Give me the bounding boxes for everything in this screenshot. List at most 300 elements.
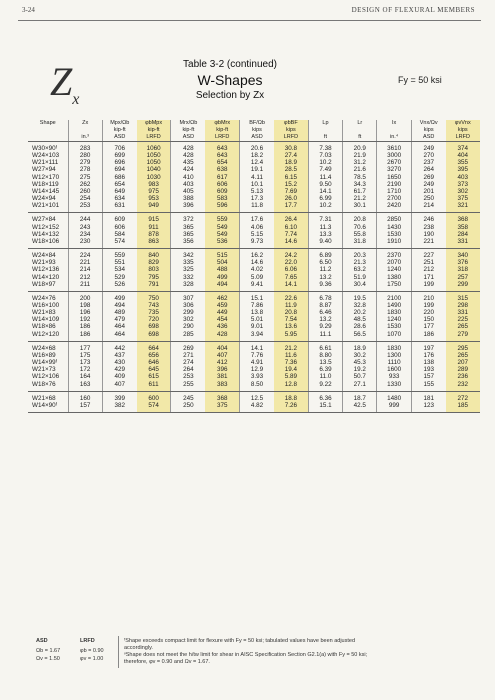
value-cell: 7.36: [274, 359, 308, 366]
header-cell: kips: [446, 127, 480, 134]
value-cell: 454: [205, 316, 239, 323]
header-cell: kips: [240, 127, 274, 134]
value-cell: 299: [171, 309, 205, 316]
header-cell: BF/Ωb: [240, 120, 274, 127]
value-cell: 9.01: [240, 323, 274, 330]
value-cell: 706: [102, 142, 136, 153]
value-cell: 11.0: [308, 373, 342, 380]
shape-cell: W14×132: [32, 230, 60, 238]
value-cell: 328: [171, 281, 205, 292]
table-row: [28, 249, 480, 260]
value-cell: 190: [411, 231, 445, 238]
value-cell: 12.5: [240, 391, 274, 402]
value-cell: 1530: [377, 323, 411, 330]
value-cell: 494: [205, 281, 239, 292]
value-cell: 407: [102, 381, 136, 392]
table-row: [28, 174, 480, 181]
running-title: DESIGN OF FLEXURAL MEMBERS: [351, 6, 475, 14]
header-cell: LRFD: [137, 134, 171, 142]
value-cell: 265: [446, 352, 480, 359]
value-cell: 355: [446, 159, 480, 166]
value-cell: 983: [137, 181, 171, 188]
page-number: 3-24: [22, 6, 35, 14]
value-cell: 2190: [377, 181, 411, 188]
value-cell: 283: [68, 142, 102, 153]
value-cell: 479: [102, 316, 136, 323]
value-cell: 382: [102, 402, 136, 413]
value-cell: 609: [205, 188, 239, 195]
value-cell: 19.2: [343, 366, 377, 373]
value-cell: 1040: [137, 166, 171, 173]
value-cell: 17.6: [240, 213, 274, 224]
shape-cell: W12×152: [32, 223, 60, 231]
value-cell: 236: [446, 373, 480, 380]
value-cell: 1050: [137, 159, 171, 166]
table-row: [28, 391, 480, 402]
value-cell: 3.93: [240, 373, 274, 380]
header-cell: ASD: [240, 134, 274, 142]
value-cell: 7.49: [308, 166, 342, 173]
value-cell: 645: [137, 366, 171, 373]
yield-strength-label: Fy = 50 ksi: [398, 75, 442, 85]
zx-symbol: [50, 58, 79, 109]
value-cell: 13.6: [274, 323, 308, 330]
table-row: [28, 331, 480, 342]
value-cell: 356: [171, 238, 205, 249]
value-cell: 631: [102, 202, 136, 213]
shape-cell: W18×86: [32, 323, 56, 331]
value-cell: 220: [411, 309, 445, 316]
value-cell: 405: [171, 188, 205, 195]
header-cell: Mrx/Ωb: [171, 120, 205, 127]
value-cell: 15.2: [274, 181, 308, 188]
value-cell: 10.2: [308, 159, 342, 166]
value-cell: 6.99: [308, 195, 342, 202]
shape-cell: W16×89: [32, 351, 56, 359]
value-cell: 2100: [377, 291, 411, 302]
value-cell: 175: [68, 352, 102, 359]
value-cell: 192: [68, 316, 102, 323]
value-cell: 606: [205, 181, 239, 188]
shape-cell: W16×100: [32, 301, 60, 309]
value-cell: 155: [411, 381, 445, 392]
value-cell: 4.02: [240, 266, 274, 273]
value-cell: 403: [171, 181, 205, 188]
value-cell: 5.89: [274, 373, 308, 380]
header-cell: [28, 134, 68, 142]
value-cell: 617: [205, 174, 239, 181]
value-cell: 5.13: [240, 188, 274, 195]
value-cell: 13.5: [308, 359, 342, 366]
header-cell: ft: [308, 134, 342, 142]
shape-cell: W12×106: [32, 373, 60, 381]
value-cell: 791: [137, 281, 171, 292]
value-cell: 272: [446, 391, 480, 402]
omega-b: Ωb = 1.67: [36, 648, 61, 654]
shape-cell: W21×73: [32, 366, 56, 374]
value-cell: 278: [68, 166, 102, 173]
value-cell: 186: [68, 323, 102, 330]
value-cell: 7.76: [240, 352, 274, 359]
value-cell: 279: [68, 159, 102, 166]
value-cell: 646: [137, 359, 171, 366]
resistance-factors: [34, 638, 116, 668]
value-cell: 14.1: [308, 188, 342, 195]
value-cell: 221: [411, 238, 445, 249]
table-row: [28, 323, 480, 330]
value-cell: 3270: [377, 166, 411, 173]
value-cell: 20.8: [274, 309, 308, 316]
value-cell: 157: [411, 373, 445, 380]
value-cell: 435: [171, 159, 205, 166]
value-cell: 488: [205, 266, 239, 273]
value-cell: 302: [171, 316, 205, 323]
value-cell: 30.8: [274, 142, 308, 153]
value-cell: 214: [411, 202, 445, 213]
value-cell: 11.9: [274, 302, 308, 309]
value-cell: 251: [411, 259, 445, 266]
value-cell: 373: [446, 181, 480, 188]
value-cell: 34.3: [343, 181, 377, 188]
value-cell: 28.6: [343, 323, 377, 330]
table-header: [28, 120, 480, 142]
value-cell: 404: [205, 341, 239, 352]
value-cell: 186: [68, 331, 102, 342]
value-cell: 1060: [137, 142, 171, 153]
value-cell: 199: [411, 302, 445, 309]
value-cell: 150: [411, 316, 445, 323]
table-row: [28, 142, 480, 153]
value-cell: 262: [68, 181, 102, 188]
table-row: [28, 181, 480, 188]
value-cell: 7.54: [274, 316, 308, 323]
table-number: Table 3-2 (continued): [183, 59, 277, 70]
value-cell: 172: [68, 366, 102, 373]
header-cell: Lr: [343, 120, 377, 127]
value-cell: 383: [205, 381, 239, 392]
value-cell: 3.94: [240, 331, 274, 342]
value-cell: 600: [137, 391, 171, 402]
header-cell: [377, 127, 411, 134]
value-cell: 15.1: [308, 402, 342, 413]
phi-v: φv = 1.00: [80, 656, 104, 662]
value-cell: 551: [102, 259, 136, 266]
value-cell: 271: [171, 352, 205, 359]
value-cell: 274: [171, 359, 205, 366]
value-cell: 157: [68, 402, 102, 413]
value-cell: 375: [446, 195, 480, 202]
footnote-v: ᵛShape does not meet the h/tw limit for shear in AISC Specification Section G2.1(a) with Fy = 50 ksi;: [124, 652, 368, 658]
shape-cell: W21×68: [32, 394, 56, 402]
value-cell: 13.2: [308, 316, 342, 323]
value-cell: 335: [171, 259, 205, 266]
table-row: [28, 195, 480, 202]
value-cell: 428: [171, 152, 205, 159]
value-cell: 279: [446, 331, 480, 342]
value-cell: 3610: [377, 142, 411, 153]
value-cell: 21.2: [343, 195, 377, 202]
value-cell: 210: [411, 291, 445, 302]
value-cell: 19.5: [343, 291, 377, 302]
value-cell: 201: [411, 188, 445, 195]
value-cell: 10.2: [308, 202, 342, 213]
value-cell: 264: [411, 166, 445, 173]
value-cell: 325: [171, 266, 205, 273]
shape-cell: W24×84: [32, 252, 56, 260]
table-row: [28, 152, 480, 159]
table-row: [28, 224, 480, 231]
value-cell: 11.1: [308, 331, 342, 342]
value-cell: 7.74: [274, 231, 308, 238]
value-cell: 376: [446, 259, 480, 266]
value-cell: 11.3: [308, 224, 342, 231]
value-cell: 13.3: [308, 231, 342, 238]
value-cell: 1380: [377, 274, 411, 281]
value-cell: 269: [411, 174, 445, 181]
value-cell: 699: [102, 152, 136, 159]
value-cell: 795: [137, 274, 171, 281]
value-cell: 583: [205, 195, 239, 202]
value-cell: 735: [137, 309, 171, 316]
value-cell: 7.38: [308, 142, 342, 153]
value-cell: 275: [68, 174, 102, 181]
value-cell: 250: [171, 402, 205, 413]
value-cell: 442: [102, 341, 136, 352]
value-cell: 290: [171, 323, 205, 330]
value-cell: 698: [137, 331, 171, 342]
value-cell: 698: [137, 323, 171, 330]
value-cell: 372: [171, 213, 205, 224]
value-cell: 255: [171, 381, 205, 392]
value-cell: 315: [446, 291, 480, 302]
table-row: [28, 213, 480, 224]
value-cell: 515: [205, 249, 239, 260]
value-cell: 574: [102, 238, 136, 249]
value-cell: 265: [446, 323, 480, 330]
value-cell: 428: [171, 142, 205, 153]
value-cell: 19.1: [240, 166, 274, 173]
table-row: [28, 352, 480, 359]
header-cell: ft: [343, 134, 377, 142]
value-cell: 30.4: [343, 281, 377, 292]
value-cell: 186: [411, 331, 445, 342]
header-cell: [68, 127, 102, 134]
value-cell: 643: [205, 142, 239, 153]
value-cell: 7.65: [274, 274, 308, 281]
value-cell: 1530: [377, 231, 411, 238]
value-cell: 249: [411, 181, 445, 188]
value-cell: 549: [205, 231, 239, 238]
value-cell: 18.7: [343, 391, 377, 402]
value-cell: 459: [205, 302, 239, 309]
value-cell: 4.11: [240, 174, 274, 181]
table-row: [28, 373, 480, 380]
header-cell: Mpx/Ωb: [102, 120, 136, 127]
value-cell: 246: [411, 213, 445, 224]
value-cell: 212: [411, 266, 445, 273]
value-cell: 18.8: [274, 391, 308, 402]
value-cell: 720: [137, 316, 171, 323]
value-cell: 78.5: [343, 174, 377, 181]
value-cell: 21.2: [274, 341, 308, 352]
table-row: [28, 159, 480, 166]
value-cell: 407: [205, 352, 239, 359]
table-row: [28, 188, 480, 195]
header-cell: kip-ft: [171, 127, 205, 134]
header-cell: kip-ft: [205, 127, 239, 134]
value-cell: 404: [446, 152, 480, 159]
value-cell: 332: [171, 274, 205, 281]
running-head: [22, 6, 475, 18]
value-cell: 198: [68, 302, 102, 309]
value-cell: 260: [68, 188, 102, 195]
legend-divider: [118, 636, 119, 668]
value-cell: 6.61: [308, 341, 342, 352]
value-cell: 30.1: [343, 202, 377, 213]
w-shapes-table: [28, 120, 480, 413]
value-cell: 1650: [377, 174, 411, 181]
value-cell: 9.29: [308, 323, 342, 330]
value-cell: 32.8: [343, 302, 377, 309]
value-cell: 225: [446, 316, 480, 323]
value-cell: 70.6: [343, 224, 377, 231]
value-cell: 1030: [137, 174, 171, 181]
header-cell: ASD: [171, 134, 205, 142]
value-cell: 911: [137, 224, 171, 231]
table-row: [28, 202, 480, 213]
value-cell: 15.1: [240, 291, 274, 302]
value-cell: 306: [171, 302, 205, 309]
value-cell: 14.1: [274, 281, 308, 292]
value-cell: 280: [68, 152, 102, 159]
value-cell: 298: [446, 302, 480, 309]
value-cell: 20.9: [343, 142, 377, 153]
value-cell: 212: [68, 274, 102, 281]
value-cell: 299: [446, 281, 480, 292]
value-cell: 123: [411, 402, 445, 413]
shape-cell: W21×111: [32, 159, 59, 167]
value-cell: 381: [205, 373, 239, 380]
value-cell: 8.87: [308, 302, 342, 309]
table-row: [28, 259, 480, 266]
value-cell: 11.2: [308, 266, 342, 273]
value-cell: 536: [205, 238, 239, 249]
value-cell: 11.4: [308, 174, 342, 181]
value-cell: 9.73: [240, 238, 274, 249]
value-cell: 1490: [377, 302, 411, 309]
value-cell: 654: [102, 181, 136, 188]
shape-cell: W21×101: [28, 202, 68, 213]
header-cell: Shape: [39, 120, 56, 126]
value-cell: 11.6: [274, 352, 308, 359]
header-cell: [308, 127, 342, 134]
value-cell: 559: [205, 213, 239, 224]
value-cell: 399: [102, 391, 136, 402]
value-cell: 230: [68, 238, 102, 249]
value-cell: 1050: [137, 152, 171, 159]
value-cell: 185: [446, 402, 480, 413]
shape-cell: W14×145: [32, 187, 60, 195]
footnote-f: ᶠShape exceeds compact limit for flexure with Fy = 50 ksi; tabulated values have been adjusted: [124, 638, 356, 644]
value-cell: 686: [102, 174, 136, 181]
value-cell: 321: [446, 202, 480, 213]
value-cell: 696: [102, 159, 136, 166]
value-cell: 6.89: [308, 249, 342, 260]
value-cell: 606: [102, 224, 136, 231]
value-cell: 526: [102, 281, 136, 292]
value-cell: 1480: [377, 391, 411, 402]
value-cell: 30.2: [343, 352, 377, 359]
value-cell: 12.8: [274, 381, 308, 392]
value-cell: 197: [411, 341, 445, 352]
value-cell: 331: [446, 309, 480, 316]
value-cell: 949: [137, 202, 171, 213]
header-cell: φbMrx: [205, 120, 239, 127]
value-cell: 211: [68, 281, 102, 292]
value-cell: 257: [446, 274, 480, 281]
table-row: [28, 291, 480, 302]
value-cell: 1110: [377, 359, 411, 366]
value-cell: 1750: [377, 281, 411, 292]
header-cell: Ix: [377, 120, 411, 127]
value-cell: 396: [205, 366, 239, 373]
value-cell: 24.2: [274, 249, 308, 260]
shape-cell: W18×97: [28, 281, 68, 292]
value-cell: 244: [68, 213, 102, 224]
value-cell: 6.06: [274, 266, 308, 273]
value-cell: 14.6: [240, 259, 274, 266]
value-cell: 138: [411, 359, 445, 366]
value-cell: 609: [102, 213, 136, 224]
value-cell: 2670: [377, 159, 411, 166]
value-cell: 302: [446, 188, 480, 195]
header-row: [28, 120, 480, 127]
value-cell: 7.26: [274, 402, 308, 413]
value-cell: 499: [102, 291, 136, 302]
value-cell: 56.5: [343, 331, 377, 342]
value-cell: 9.22: [308, 381, 342, 392]
header-cell: Vnx/Ωv: [411, 120, 445, 127]
value-cell: 656: [137, 352, 171, 359]
value-cell: 295: [446, 341, 480, 352]
header-row: [28, 134, 480, 142]
footnote-v-cont: therefore, φv = 0.90 and Ωv = 1.67.: [124, 659, 210, 665]
value-cell: 22.0: [274, 259, 308, 266]
value-cell: 7.69: [274, 188, 308, 195]
value-cell: 489: [102, 309, 136, 316]
value-cell: 7.86: [240, 302, 274, 309]
value-cell: 6.10: [274, 224, 308, 231]
header-cell: Zx: [68, 120, 102, 127]
table-row: [28, 302, 480, 309]
value-cell: 17.7: [274, 202, 308, 213]
value-cell: 163: [68, 381, 102, 392]
header-cell: LRFD: [446, 134, 480, 142]
value-cell: 264: [171, 366, 205, 373]
value-cell: 1300: [377, 352, 411, 359]
value-cell: 388: [171, 195, 205, 202]
header-cell: in.³: [68, 134, 102, 142]
value-cell: 249: [411, 142, 445, 153]
value-cell: 664: [137, 341, 171, 352]
value-cell: 171: [411, 274, 445, 281]
table-row: [28, 166, 480, 173]
value-cell: 436: [205, 323, 239, 330]
table-row: [28, 238, 480, 249]
header-cell: ASD: [102, 134, 136, 142]
value-cell: 18.9: [274, 159, 308, 166]
value-cell: 21.6: [343, 166, 377, 173]
